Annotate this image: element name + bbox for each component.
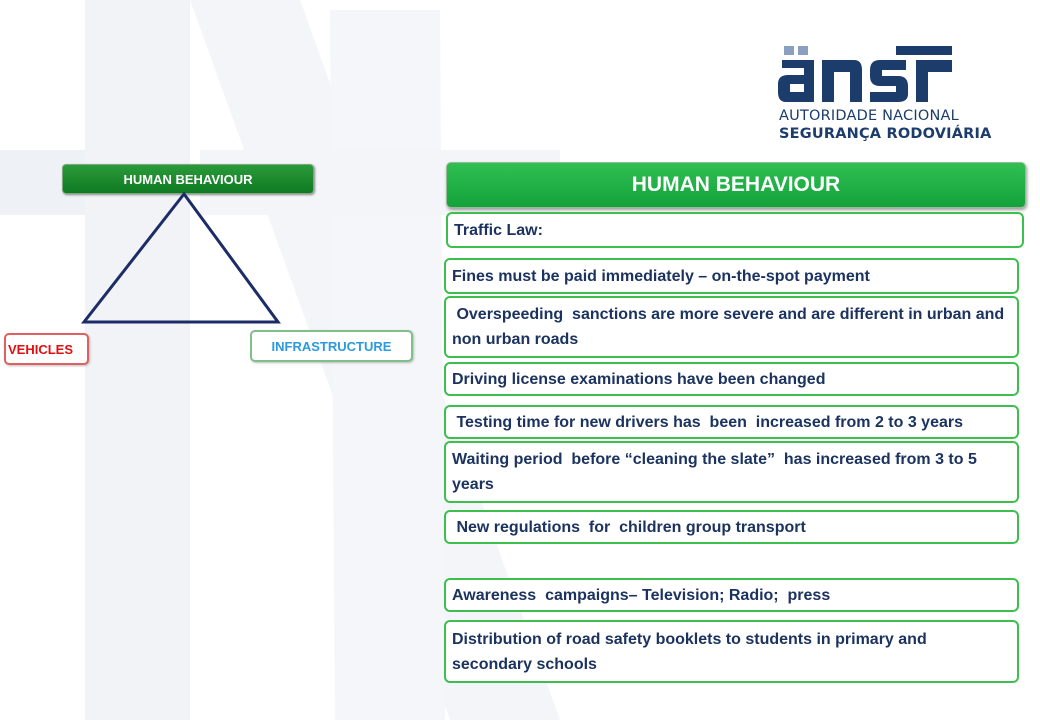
panel-item-text: Waiting period before “cleaning the slate” has increased from 3 to 5 years — [452, 451, 982, 493]
logo-text-line2: SEGURANÇA RODOVIÁRIA — [779, 126, 992, 142]
panel-item-text: Traffic Law: — [454, 221, 543, 239]
diagram-vehicles-label: VEHICLES — [4, 333, 89, 365]
panel-item-text: Driving license examinations have been changed — [452, 370, 826, 388]
panel-item-text: Awareness campaigns– Television; Radio; press — [452, 586, 831, 604]
diagram-triangle — [78, 190, 288, 330]
panel-item-text: New regulations for children group transport — [452, 518, 806, 536]
panel-item-overspeeding — [444, 296, 1019, 358]
panel-item-children-transport — [444, 510, 1019, 544]
panel-item-text: Testing time for new drivers has been increased from 2 to 3 years — [452, 413, 963, 431]
panel-item-driving-license — [444, 362, 1019, 396]
diagram-top-label: HUMAN BEHAVIOUR — [62, 164, 314, 194]
panel-item-fines — [444, 258, 1019, 294]
logo-text-line1: AUTORIDADE NACIONAL — [779, 108, 959, 124]
panel-item-text: Overspeeding sanctions are more severe and are different in urban and non urban roads — [452, 306, 1009, 348]
panel-item-testing-time — [444, 405, 1019, 439]
panel-item-traffic-law — [446, 212, 1024, 248]
ansr-logo-mark — [776, 42, 961, 104]
panel-title: HUMAN BEHAVIOUR — [446, 162, 1026, 208]
ansr-logo — [776, 42, 992, 147]
panel-item-text: Distribution of road safety booklets to students in primary and secondary schools — [452, 630, 927, 673]
panel-item-text: Fines must be paid immediately – on-the-spot payment — [452, 267, 870, 285]
panel-item-awareness-campaigns — [444, 578, 1019, 612]
panel-item-waiting-period — [444, 441, 1019, 503]
panel-item-booklets — [444, 620, 1019, 683]
diagram-infrastructure-label: INFRASTRUCTURE — [250, 330, 413, 362]
